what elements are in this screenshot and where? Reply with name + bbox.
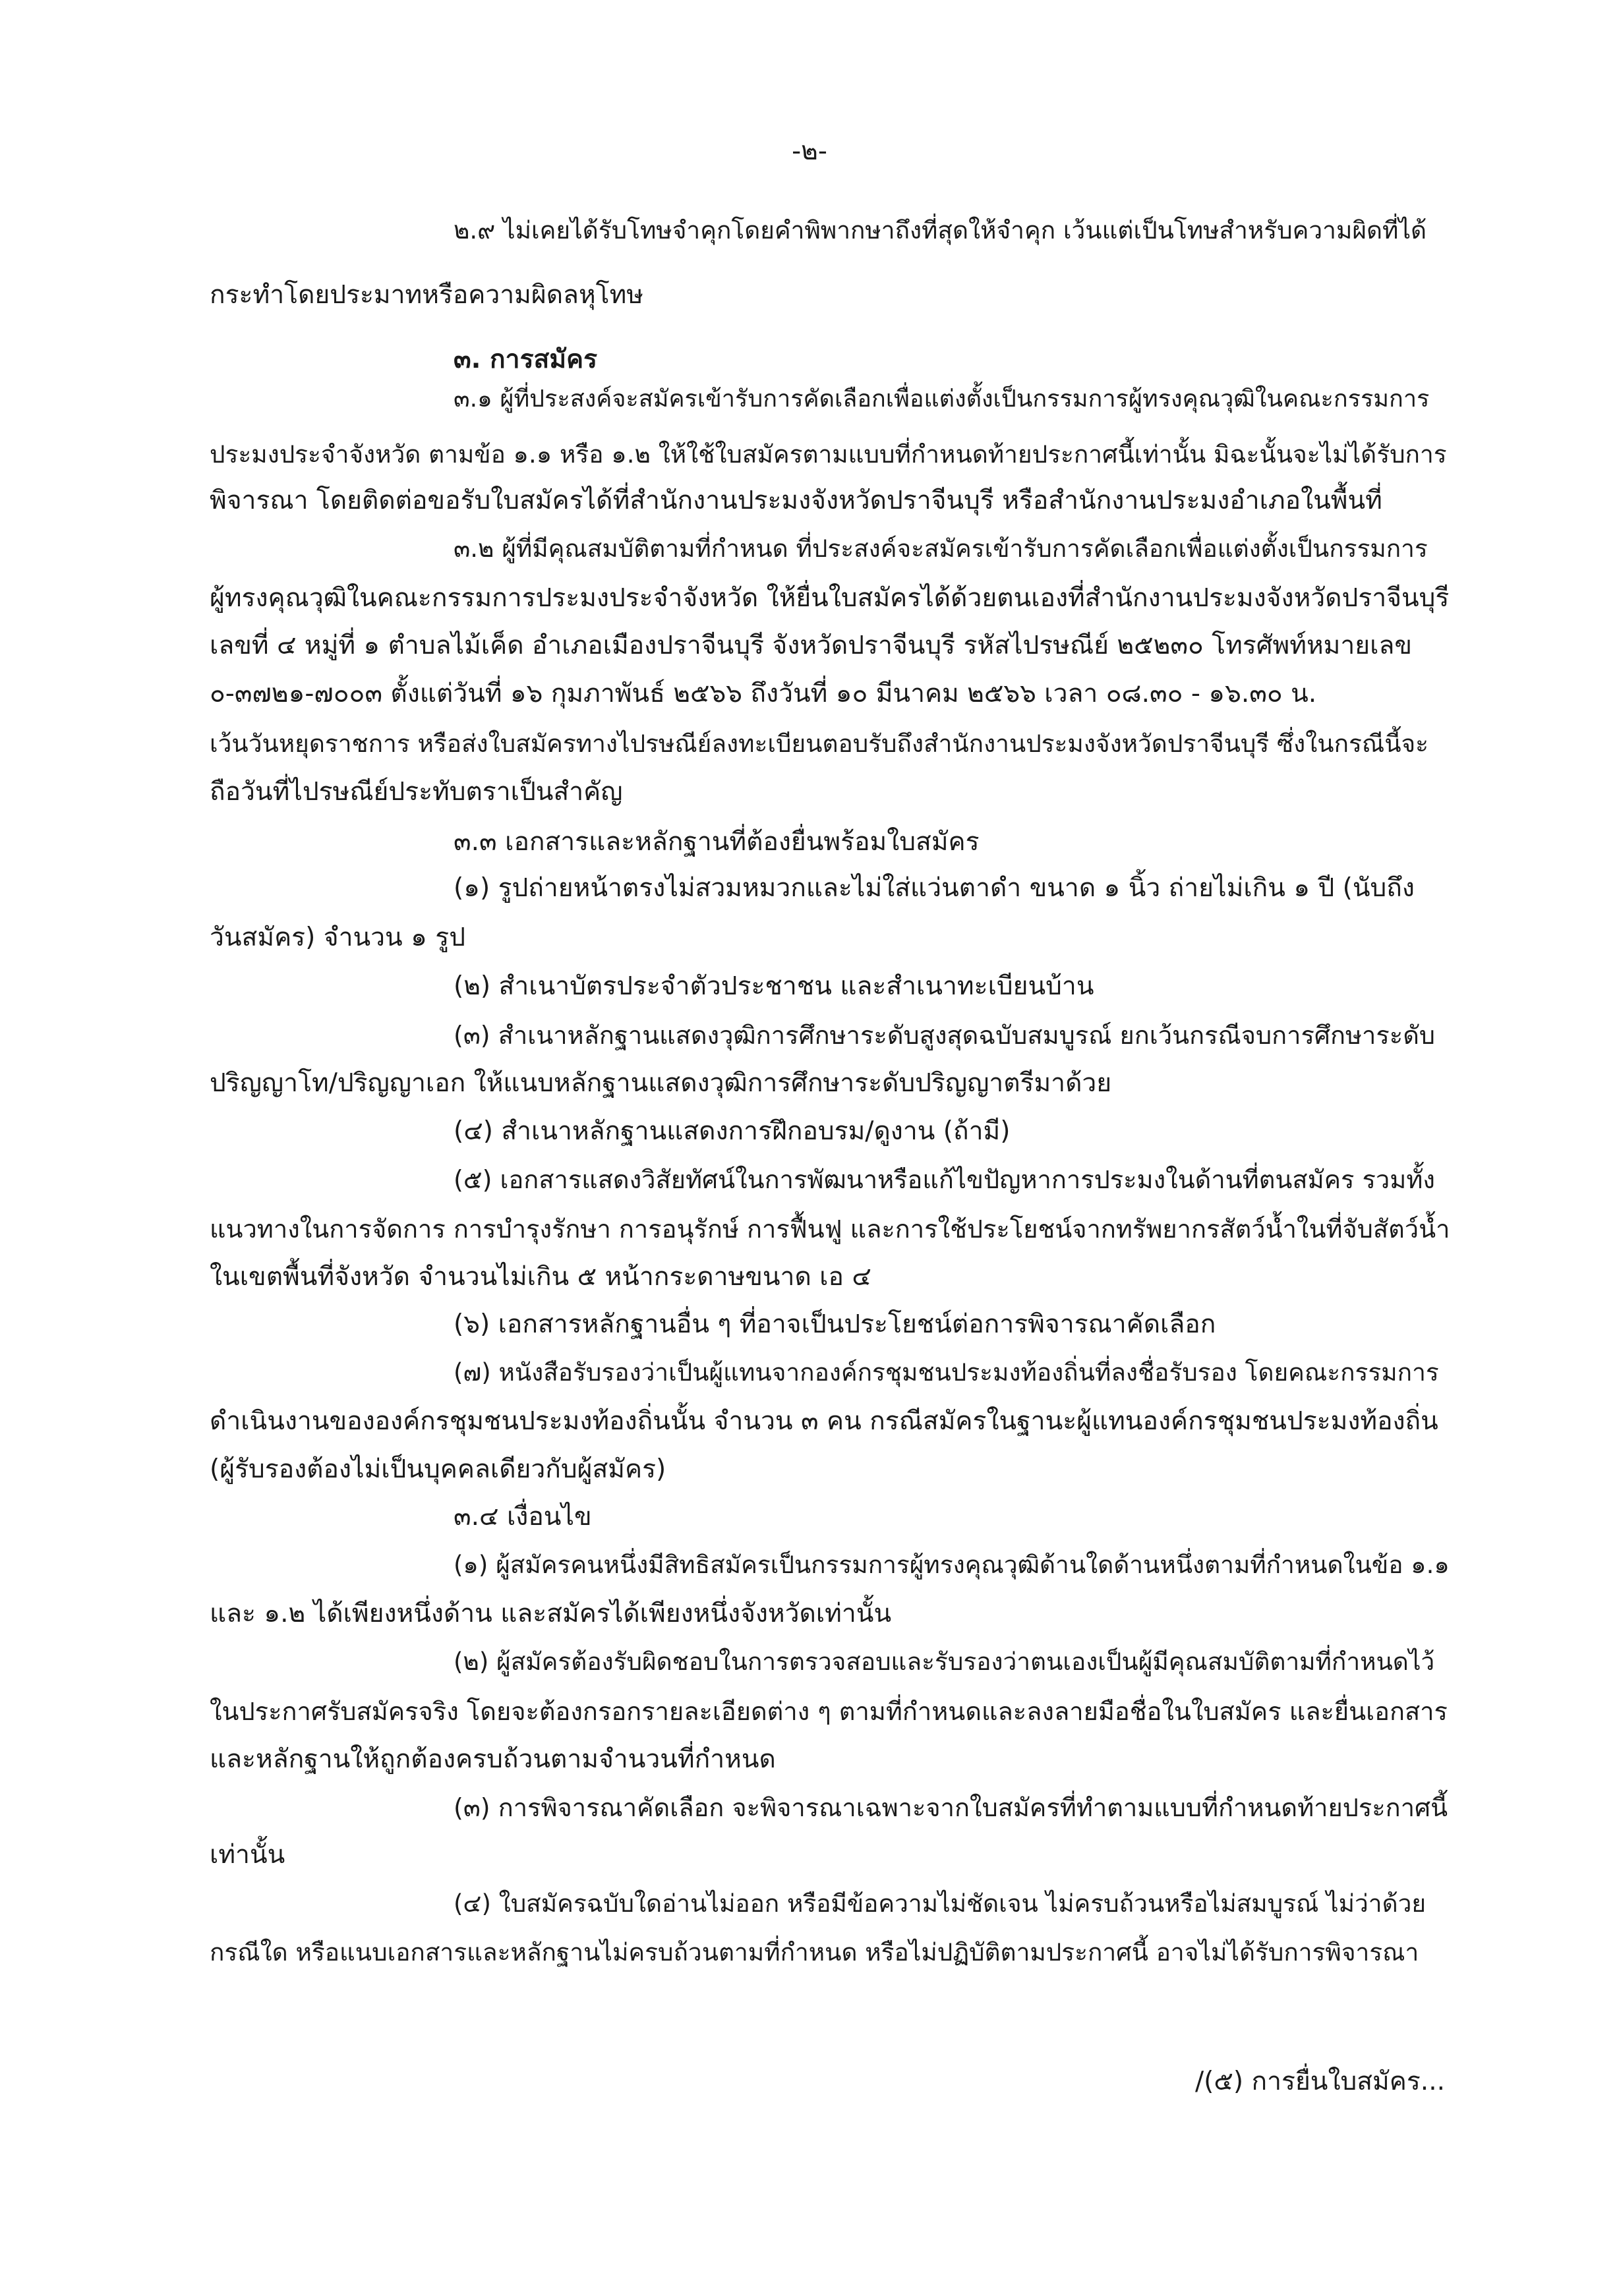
text-line: ผู้ทรงคุณวุฒิในคณะกรรมการประมงประจำจังหวัด ให้ยื่นใบสมัครได้ด้วยตนเองที่สำนักงานประมงจังหวัดปราจีนบุรี bbox=[210, 583, 1450, 613]
text-line: ถือวันที่ไปรษณีย์ประทับตราเป็นสำคัญ bbox=[210, 777, 623, 807]
text-line: ๐-๓๗๒๑-๗๐๐๓ ตั้งแต่วันที่ ๑๖ กุมภาพันธ์ ๒๕๖๖ ถึงวันที่ ๑๐ มีนาคม ๒๕๖๖ เวลา ๐๘.๓๐ - ๑๖.๓๐ น. bbox=[210, 679, 1317, 708]
text-line: วันสมัคร) จำนวน ๑ รูป bbox=[210, 923, 465, 952]
text-line: ในประกาศรับสมัครจริง โดยจะต้องกรอกรายละเอียดต่าง ๆ ตามที่กำหนดและลงลายมือชื่อในใบสมัคร และยื่นเอกสาร bbox=[210, 1697, 1448, 1726]
text-line: (ผู้รับรองต้องไม่เป็นบุคคลเดียวกับผู้สมัคร) bbox=[210, 1454, 666, 1484]
text-line: กรณีใด หรือแนบเอกสารและหลักฐานไม่ครบถ้วนตามที่กำหนด หรือไม่ปฏิบัติตามประกาศนี้ อาจไม่ได้รับการพิจารณา bbox=[210, 1938, 1419, 1966]
page-number: -๒- bbox=[792, 136, 827, 166]
text-line: ในเขตพื้นที่จังหวัด จำนวนไม่เกิน ๕ หน้ากระดาษขนาด เอ ๔ bbox=[210, 1262, 871, 1292]
text-line: กระทำโดยประมาทหรือความผิดลหุโทษ bbox=[210, 280, 644, 310]
text-line: ๓.๑ ผู้ที่ประสงค์จะสมัครเข้ารับการคัดเลือกเพื่อแต่งตั้งเป็นกรรมการผู้ทรงคุณวุฒิในคณะกรรมการ bbox=[454, 386, 1430, 413]
continuation-footer: /(๕) การยื่นใบสมัคร... bbox=[1195, 2067, 1445, 2096]
text-line: และ ๑.๒ ได้เพียงหนึ่งด้าน และสมัครได้เพียงหนึ่งจังหวัดเท่านั้น bbox=[210, 1599, 892, 1628]
text-line: (๕) เอกสารแสดงวิสัยทัศน์ในการพัฒนาหรือแก้ไขปัญหาการประมงในด้านที่ตนสมัคร รวมทั้ง bbox=[454, 1165, 1435, 1194]
section-heading: ๓. การสมัคร bbox=[454, 345, 598, 374]
text-line: (๑) ผู้สมัครคนหนึ่งมีสิทธิสมัครเป็นกรรมการผู้ทรงคุณวุฒิด้านใดด้านหนึ่งตามที่กำหนดในข้อ ๑.๑ bbox=[454, 1551, 1450, 1579]
text-line: (๖) เอกสารหลักฐานอื่น ๆ ที่อาจเป็นประโยชน์ต่อการพิจารณาคัดเลือก bbox=[454, 1309, 1216, 1339]
text-line: (๒) สำเนาบัตรประจำตัวประชาชน และสำเนาทะเบียนบ้าน bbox=[454, 971, 1094, 1001]
text-line: และหลักฐานให้ถูกต้องครบถ้วนตามจำนวนที่กำหนด bbox=[210, 1744, 776, 1774]
text-line: ๓.๓ เอกสารและหลักฐานที่ต้องยื่นพร้อมใบสมัคร bbox=[454, 827, 980, 857]
text-line: พิจารณา โดยติดต่อขอรับใบสมัครได้ที่สำนักงานประมงจังหวัดปราจีนบุรี หรือสำนักงานประมงอำเภอในพื้นที่ bbox=[210, 486, 1382, 515]
text-line: ปริญญาโท/ปริญญาเอก ให้แนบหลักฐานแสดงวุฒิการศึกษาระดับปริญญาตรีมาด้วย bbox=[210, 1068, 1112, 1098]
text-line: (๗) หนังสือรับรองว่าเป็นผู้แทนจากองค์กรชุมชนประมงท้องถิ่นที่ลงชื่อรับรอง โดยคณะกรรมการ bbox=[454, 1358, 1439, 1387]
text-line: (๑) รูปถ่ายหน้าตรงไม่สวมหมวกและไม่ใส่แว่นตาดำ ขนาด ๑ นิ้ว ถ่ายไม่เกิน ๑ ปี (นับถึง bbox=[454, 873, 1415, 903]
text-line: แนวทางในการจัดการ การบำรุงรักษา การอนุรักษ์ การฟื้นฟู และการใช้ประโยชน์จากทรัพยากรสัตว์น้ำในที่จับสัตว์น้ำ bbox=[210, 1215, 1450, 1244]
text-line: เลขที่ ๔ หมู่ที่ ๑ ตำบลไม้เค็ด อำเภอเมืองปราจีนบุรี จังหวัดปราจีนบุรี รหัสไปรษณีย์ ๒๕๒๓๐ โทรศัพท์หมายเลข bbox=[210, 631, 1413, 660]
text-line: (๒) ผู้สมัครต้องรับผิดชอบในการตรวจสอบและรับรองว่าตนเองเป็นผู้มีคุณสมบัติตามที่กำหนดไว้ bbox=[454, 1648, 1435, 1676]
text-line: เท่านั้น bbox=[210, 1840, 285, 1870]
text-line: (๔) ใบสมัครฉบับใดอ่านไม่ออก หรือมีข้อความไม่ชัดเจน ไม่ครบถ้วนหรือไม่สมบูรณ์ ไม่ว่าด้วย bbox=[454, 1889, 1427, 1918]
text-line: (๓) การพิจารณาคัดเลือก จะพิจารณาเฉพาะจากใบสมัครที่ทำตามแบบที่กำหนดท้ายประกาศนี้ bbox=[454, 1793, 1448, 1822]
text-line: (๓) สำเนาหลักฐานแสดงวุฒิการศึกษาระดับสูงสุดฉบับสมบูรณ์ ยกเว้นกรณีจบการศึกษาระดับ bbox=[454, 1021, 1436, 1050]
text-line: ๒.๙ ไม่เคยได้รับโทษจำคุกโดยคำพิพากษาถึงที่สุดให้จำคุก เว้นแต่เป็นโทษสำหรับความผิดที่ได้ bbox=[454, 216, 1427, 244]
text-line: ประมงประจำจังหวัด ตามข้อ ๑.๑ หรือ ๑.๒ ให้ใช้ใบสมัครตามแบบที่กำหนดท้ายประกาศนี้เท่านั้น มิฉะนั้นจะไม่ได้รับการ bbox=[210, 440, 1447, 469]
text-line: (๔) สำเนาหลักฐานแสดงการฝึกอบรม/ดูงาน (ถ้ามี) bbox=[454, 1116, 1011, 1146]
text-line: ดำเนินงานขององค์กรชุมชนประมงท้องถิ่นนั้น จำนวน ๓ คน กรณีสมัครในฐานะผู้แทนองค์กรชุมชนประมงท้องถิ่น bbox=[210, 1406, 1438, 1436]
text-line: เว้นวันหยุดราชการ หรือส่งใบสมัครทางไปรษณีย์ลงทะเบียนตอบรับถึงสำนักงานประมงจังหวัดปราจีนบุรี ซึ่งในกรณีนี้จะ bbox=[210, 730, 1429, 758]
text-line: ๓.๒ ผู้ที่มีคุณสมบัติตามที่กำหนด ที่ประสงค์จะสมัครเข้ารับการคัดเลือกเพื่อแต่งตั้งเป็นกรรมการ bbox=[454, 534, 1428, 563]
text-line: ๓.๔ เงื่อนไข bbox=[454, 1502, 592, 1532]
